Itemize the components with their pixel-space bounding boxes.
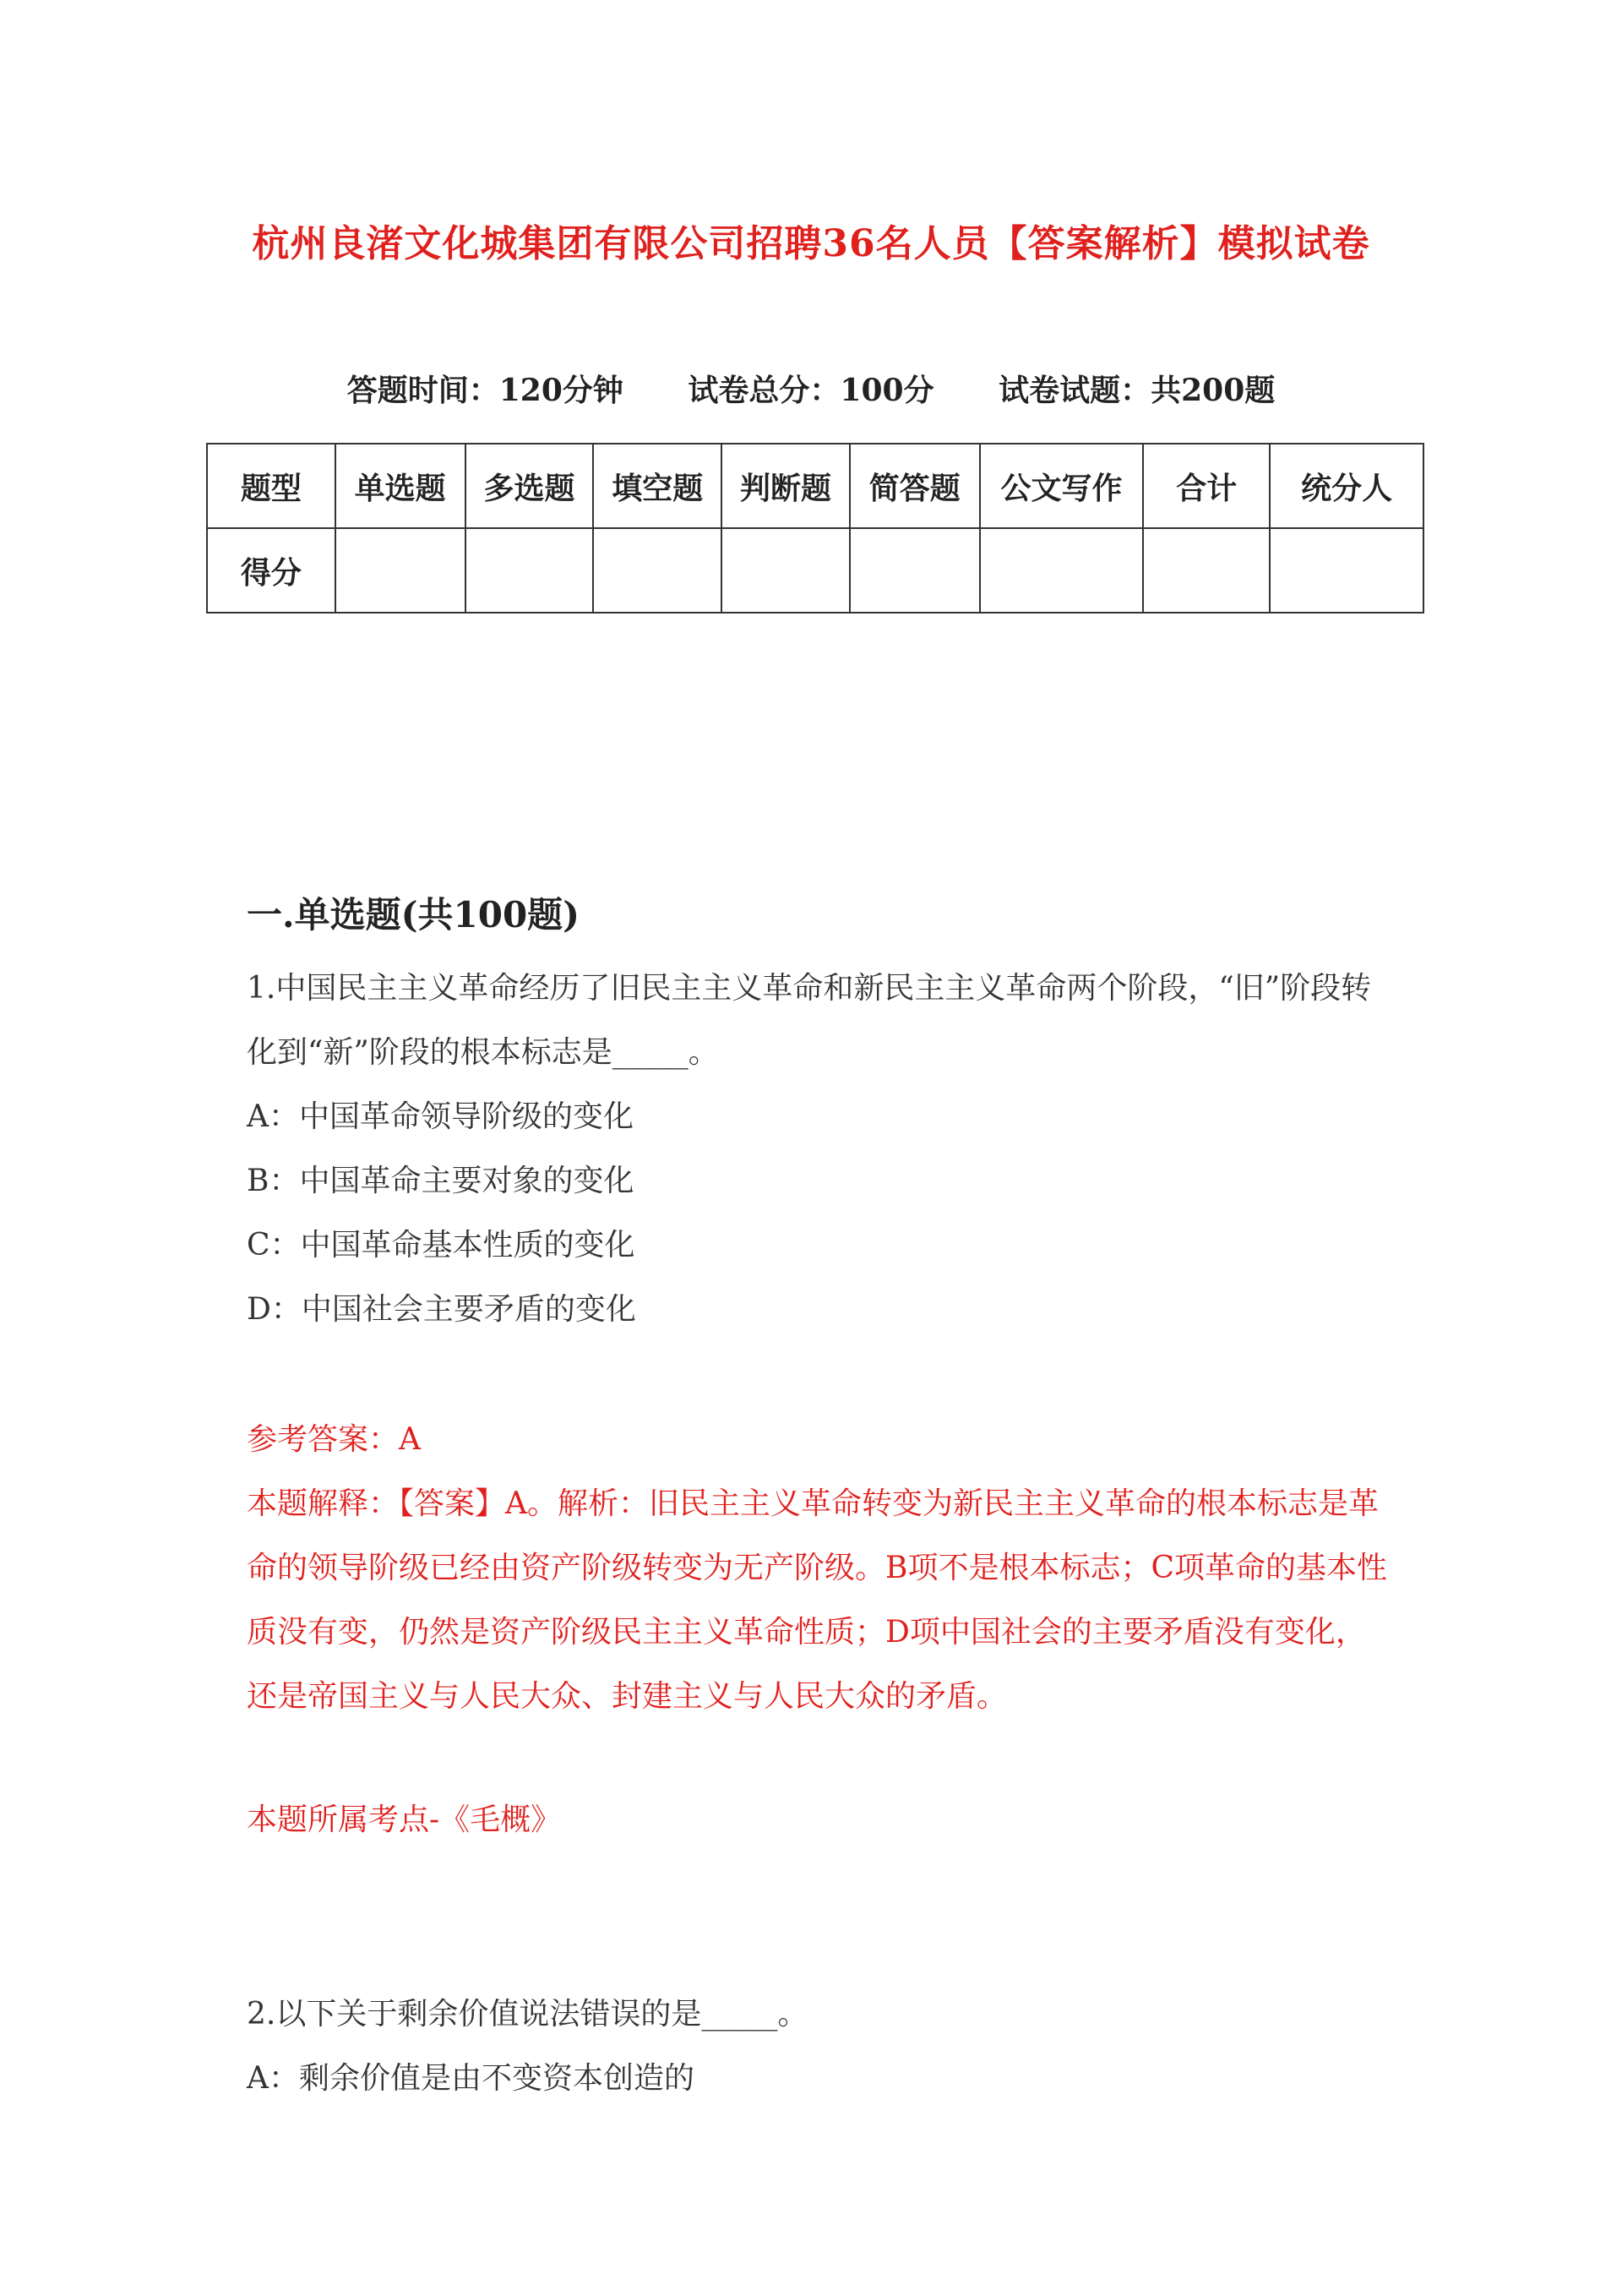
score-cell [850, 528, 980, 613]
score-header-cell: 公文写作 [980, 444, 1144, 528]
score-cell [1143, 528, 1270, 613]
score-cell [593, 528, 721, 613]
score-row-label: 得分 [207, 528, 335, 613]
score-header-cell: 题型 [207, 444, 335, 528]
score-table [206, 443, 1424, 614]
score-header-cell: 判断题 [721, 444, 850, 528]
score-table-score-row [207, 528, 1423, 613]
question-option-a: A：中国革命领导阶级的变化 [247, 1099, 634, 1134]
score-cell [721, 528, 850, 613]
section-heading: 一.单选题(共100题) [247, 894, 580, 935]
exam-time: 答题时间：120分钟 [346, 373, 623, 408]
score-cell [335, 528, 465, 613]
score-header-cell: 统分人 [1270, 444, 1423, 528]
question-option-b: B：中国革命主要对象的变化 [247, 1164, 634, 1198]
score-table-header-row [207, 444, 1423, 528]
question-option-a: A：剩余价值是由不变资本创造的 [247, 2061, 694, 2096]
score-header-cell: 简答题 [850, 444, 980, 528]
score-header-cell: 填空题 [593, 444, 721, 528]
score-header-cell: 多选题 [465, 444, 594, 528]
exam-meta [0, 367, 1622, 410]
score-cell [980, 528, 1144, 613]
question-1 [247, 957, 1396, 1342]
knowledge-point: 本题所属考点-《毛概》 [247, 1802, 562, 1837]
question-option-c: C：中国革命基本性质的变化 [247, 1228, 635, 1263]
score-header-cell: 合计 [1143, 444, 1270, 528]
question-2 [247, 1982, 1396, 2111]
answer-explanation: 本题解释：【答案】A。解析：旧民主主义革命转变为新民主主义革命的根本标志是革命的领导阶级已经由资产阶级转变为无产阶级。B项不是根本标志；C项革命的基本性质没有变，仍然是资产阶级民主主义革命性质；D项中国社会的主要矛盾没有变化，还是帝国主义与人民大众、封建主义与人民大众的矛盾。 [247, 1486, 1388, 1714]
exam-total-score: 试卷总分：100分 [688, 373, 934, 408]
question-stem: 1.中国民主主义革命经历了旧民主主义革命和新民主主义革命两个阶段，“旧”阶段转化到“新”阶段的根本标志是_____。 [247, 971, 1372, 1070]
score-cell [1270, 528, 1423, 613]
page-title: 杭州良渚文化城集团有限公司招聘36名人员【答案解析】模拟试卷 [252, 222, 1370, 265]
question-option-d: D：中国社会主要矛盾的变化 [247, 1292, 636, 1327]
question-stem: 2.以下关于剩余价值说法错误的是_____。 [247, 1997, 808, 2031]
reference-answer: 参考答案：A [247, 1422, 421, 1457]
exam-question-count: 试卷试题：共200题 [999, 373, 1276, 408]
score-cell [465, 528, 594, 613]
score-header-cell: 单选题 [335, 444, 465, 528]
